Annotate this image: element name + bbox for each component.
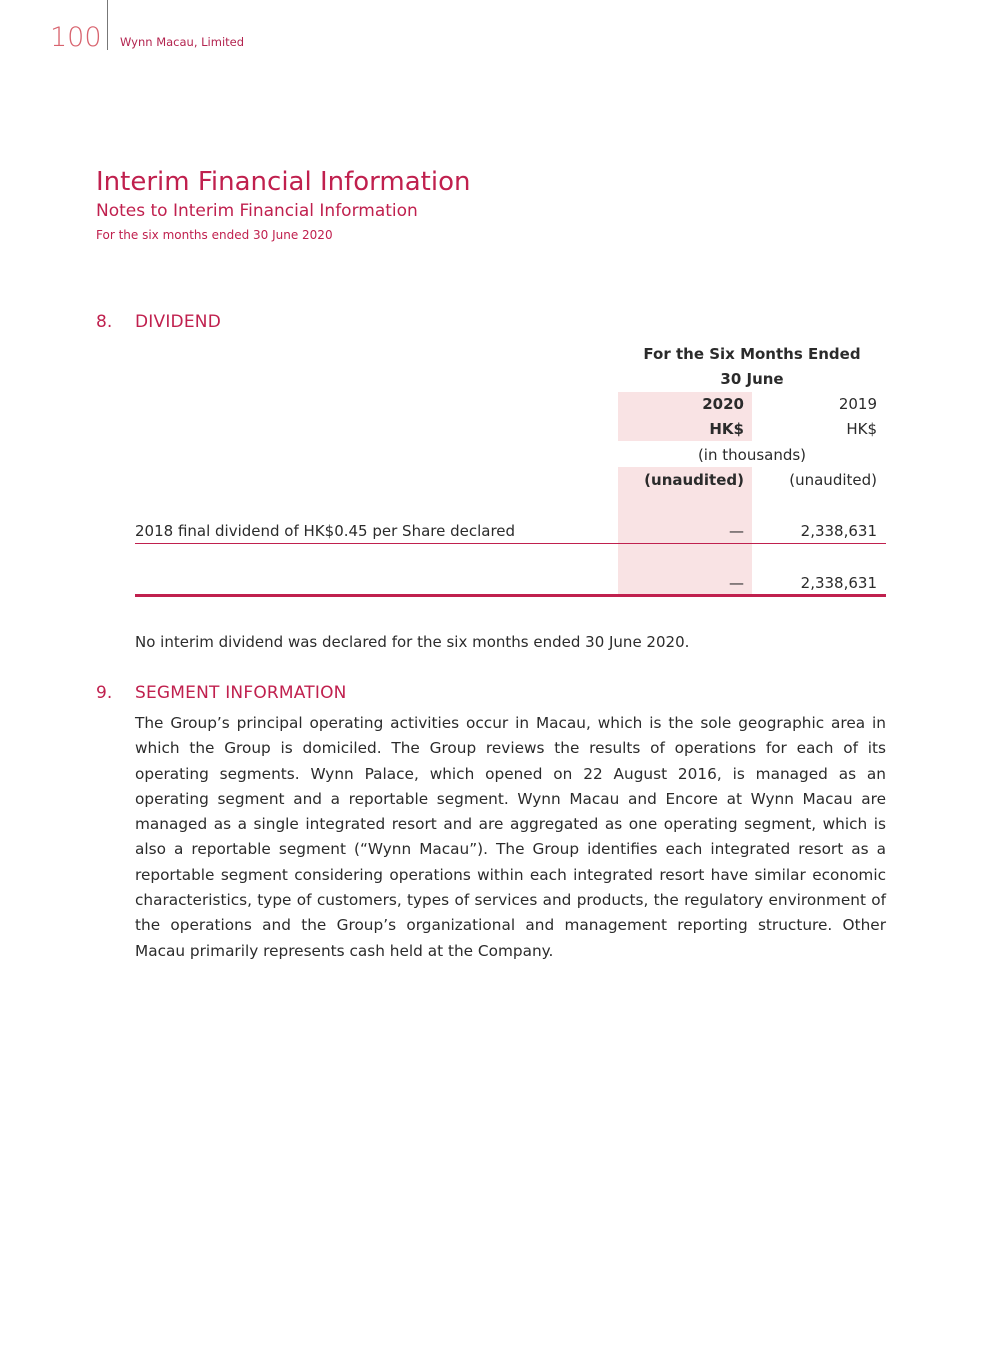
total-value-2020: — — [729, 574, 744, 592]
total-underline — [135, 594, 886, 597]
segment-paragraph: The Group’s principal operating activities occur in Macau, which is the sole geographic area in which the Group is domiciled. The Group reviews the results of operations for each of its operating segments. Wynn Palace, which opened on 22 August 2016, is managed as an operating segment and a reportable segment. Wynn Macau and Encore at Wynn Macau are managed as a single integrated resort and are aggregated as one operating segment, which is also a reportable segment (“Wynn Macau”). The Group identifies each integrated resort as a reportable segment considering operations within each integrated resort have similar economic characteristics, type of customers, types of services and products, the regulatory environment of the operations and the Group’s organizational and management reporting structure. Other Macau primarily represents cash held at the Company. — [135, 714, 886, 960]
page-title: Interim Financial Information — [96, 167, 471, 197]
col-2019-currency: HK$ — [846, 420, 877, 438]
page-subtitle: Notes to Interim Financial Information — [96, 201, 418, 221]
table-row-label: 2018 final dividend of HK$0.45 per Share declared — [135, 522, 516, 540]
table-header-period: For the Six Months Ended — [643, 345, 861, 363]
company-name: Wynn Macau, Limited — [120, 35, 245, 49]
table-row-value-2020: — — [729, 522, 744, 540]
col-2020-audit: (unaudited) — [644, 471, 744, 489]
row-divider — [135, 543, 886, 544]
dividend-note: No interim dividend was declared for the six months ended 30 June 2020. — [135, 633, 690, 651]
col-2020-currency: HK$ — [709, 420, 744, 438]
section-9-number: 9. — [96, 683, 113, 703]
section-8-number: 8. — [96, 312, 113, 332]
col-2019-year: 2019 — [838, 395, 877, 413]
period-caption: For the six months ended 30 June 2020 — [96, 228, 333, 242]
section-8-title: DIVIDEND — [135, 312, 221, 332]
header-divider — [107, 0, 108, 50]
col-2020-year: 2020 — [702, 395, 744, 413]
table-row-value-2019: 2,338,631 — [800, 522, 877, 540]
table-header-date: 30 June — [720, 370, 784, 388]
table-units: (in thousands) — [697, 446, 807, 464]
page-number: 100 — [50, 22, 102, 53]
col-2019-audit: (unaudited) — [789, 471, 877, 489]
section-9-title: SEGMENT INFORMATION — [135, 683, 347, 703]
total-value-2019: 2,338,631 — [800, 574, 877, 592]
